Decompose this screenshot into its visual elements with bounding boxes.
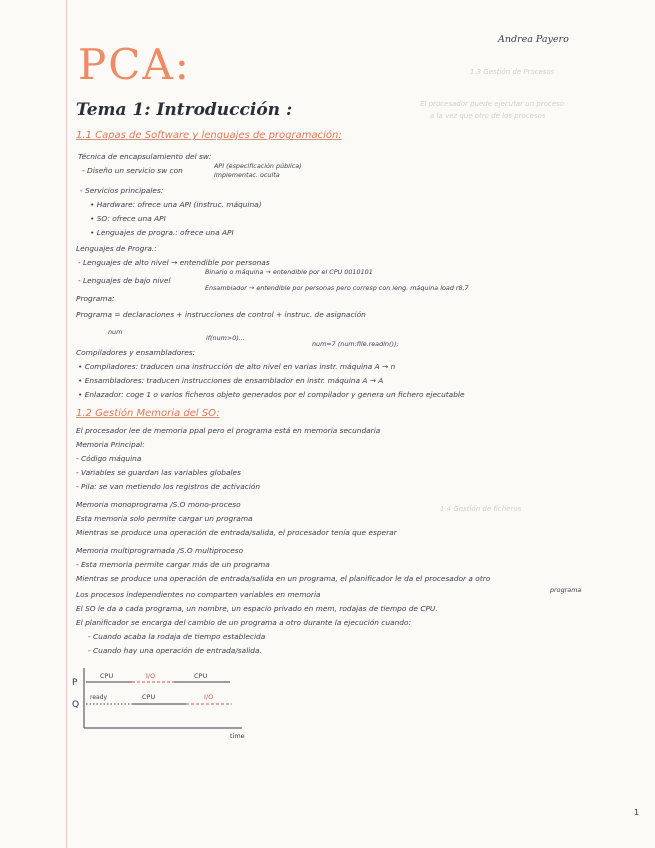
margin-line	[66, 0, 67, 848]
note-line: Memoria multiprogramada /S.O multiproceso	[76, 546, 244, 555]
note-line: - Lenguajes de alto nivel → entendible por personas	[78, 258, 270, 267]
note-line: • Lenguajes de progra.: ofrece una API	[90, 228, 234, 237]
section-1-heading: 1.1 Capas de Software y lenguajes de programación:	[76, 130, 342, 141]
note-line: - Código máquina	[76, 454, 142, 463]
note-line: - Cuando hay una operación de entrada/salida.	[88, 646, 262, 655]
row-q-label: Q	[72, 700, 80, 710]
note-line: Programa:	[76, 294, 115, 303]
p-label-1: I/O	[146, 672, 156, 680]
note-line: implementac. oculta	[214, 171, 280, 179]
topic-heading: Tema 1: Introducción :	[76, 100, 293, 120]
note-line: • Hardware: ofrece una API (instruc. máquina)	[90, 200, 262, 209]
bleed-text: 1.3 Gestión de Procesos	[470, 68, 555, 76]
note-line: • Ensambladores: traducen instrucciones de ensamblador en instr. máquina A → A	[78, 376, 384, 385]
note-line: Técnica de encapsulamiento del sw:	[78, 152, 212, 161]
note-line: - Diseño un servicio sw con	[82, 166, 183, 175]
note-line: • Compiladores: traducen una instrucción de alto nivel en varias instr. máquina A → n	[78, 362, 396, 371]
note-line: El procesador lee de memoria ppal pero el programa está en memoria secundaria	[76, 426, 381, 435]
bleed-text: El procesador puede ejecutar un proceso	[420, 100, 565, 108]
q-label-1: CPU	[142, 693, 156, 701]
bleed-text: 1.4 Gestión de ficheros	[440, 505, 522, 513]
note-line: Ensamblador → entendible por personas pero corresp con leng. máquina load r8,7	[205, 284, 469, 292]
note-line: - Servicios principales:	[80, 186, 164, 195]
note-line: - Variables se guardan las variables globales	[76, 468, 241, 477]
note-line: • SO: ofrece una API	[90, 214, 166, 223]
note-line: Mientras se produce una operación de entrada/salida, el procesador tenía que esperar	[76, 528, 397, 537]
note-line: El planificador se encarga del cambio de un programa a otro durante la ejecución cuando:	[76, 618, 411, 627]
note-line: num	[108, 328, 123, 336]
note-line: • Enlazador: coge 1 o varios ficheros objeto generados por el compilador y genera un fichero ejecutable	[78, 390, 465, 399]
page-title: PCA:	[78, 40, 191, 89]
note-line: - Pila: se van metiendo los registros de activación	[76, 482, 261, 491]
p-label-2: CPU	[194, 672, 208, 680]
note-line: Binario o máquina → entendible por el CPU 0010101	[205, 268, 373, 276]
note-line: Programa = declaraciones + instrucciones de control + instruc. de asignación	[76, 310, 366, 319]
author-name: Andrea Payero	[498, 34, 569, 45]
note-line: API (especificación pública)	[214, 162, 302, 170]
process-timeline-diagram	[70, 662, 270, 742]
note-line: - Cuando acaba la rodaja de tiempo establecida	[88, 632, 266, 641]
note-line: programa	[550, 586, 582, 594]
note-line: num=7 (num:file.readln());	[312, 340, 399, 348]
note-line: Memoria monoprograma /S.O mono-proceso	[76, 500, 241, 509]
note-line: Los procesos independientes no comparten variables en memoria	[76, 590, 321, 599]
bleed-text: a la vez que otro de los procesos	[430, 112, 546, 120]
note-line: if(num>0)...	[206, 334, 245, 342]
note-line: Esta memoria solo permite cargar un programa	[76, 514, 253, 523]
note-line: Mientras se produce una operación de entrada/salida en un programa, el planificador le da el procesador a otro	[76, 574, 491, 583]
page-number: 1	[634, 808, 640, 817]
note-line: Lenguajes de Progra.:	[76, 244, 157, 253]
section-2-heading: 1.2 Gestión Memoria del SO:	[76, 408, 220, 419]
note-line: - Lenguajes de bajo nivel	[78, 276, 171, 285]
note-line: Memoria Principal:	[76, 440, 145, 449]
note-line: Compiladores y ensambladores:	[76, 348, 196, 357]
p-label-0: CPU	[100, 672, 114, 680]
q-label-0: ready	[90, 694, 108, 701]
axis-label: time	[230, 732, 245, 740]
q-label-2: I/O	[204, 693, 214, 701]
row-p-label: P	[72, 678, 78, 688]
note-line: - Esta memoria permite cargar más de un programa	[76, 560, 270, 569]
note-line: El SO le da a cada programa, un nombre, un espacio privado en mem, rodajas de tiempo de CPU.	[76, 604, 438, 613]
